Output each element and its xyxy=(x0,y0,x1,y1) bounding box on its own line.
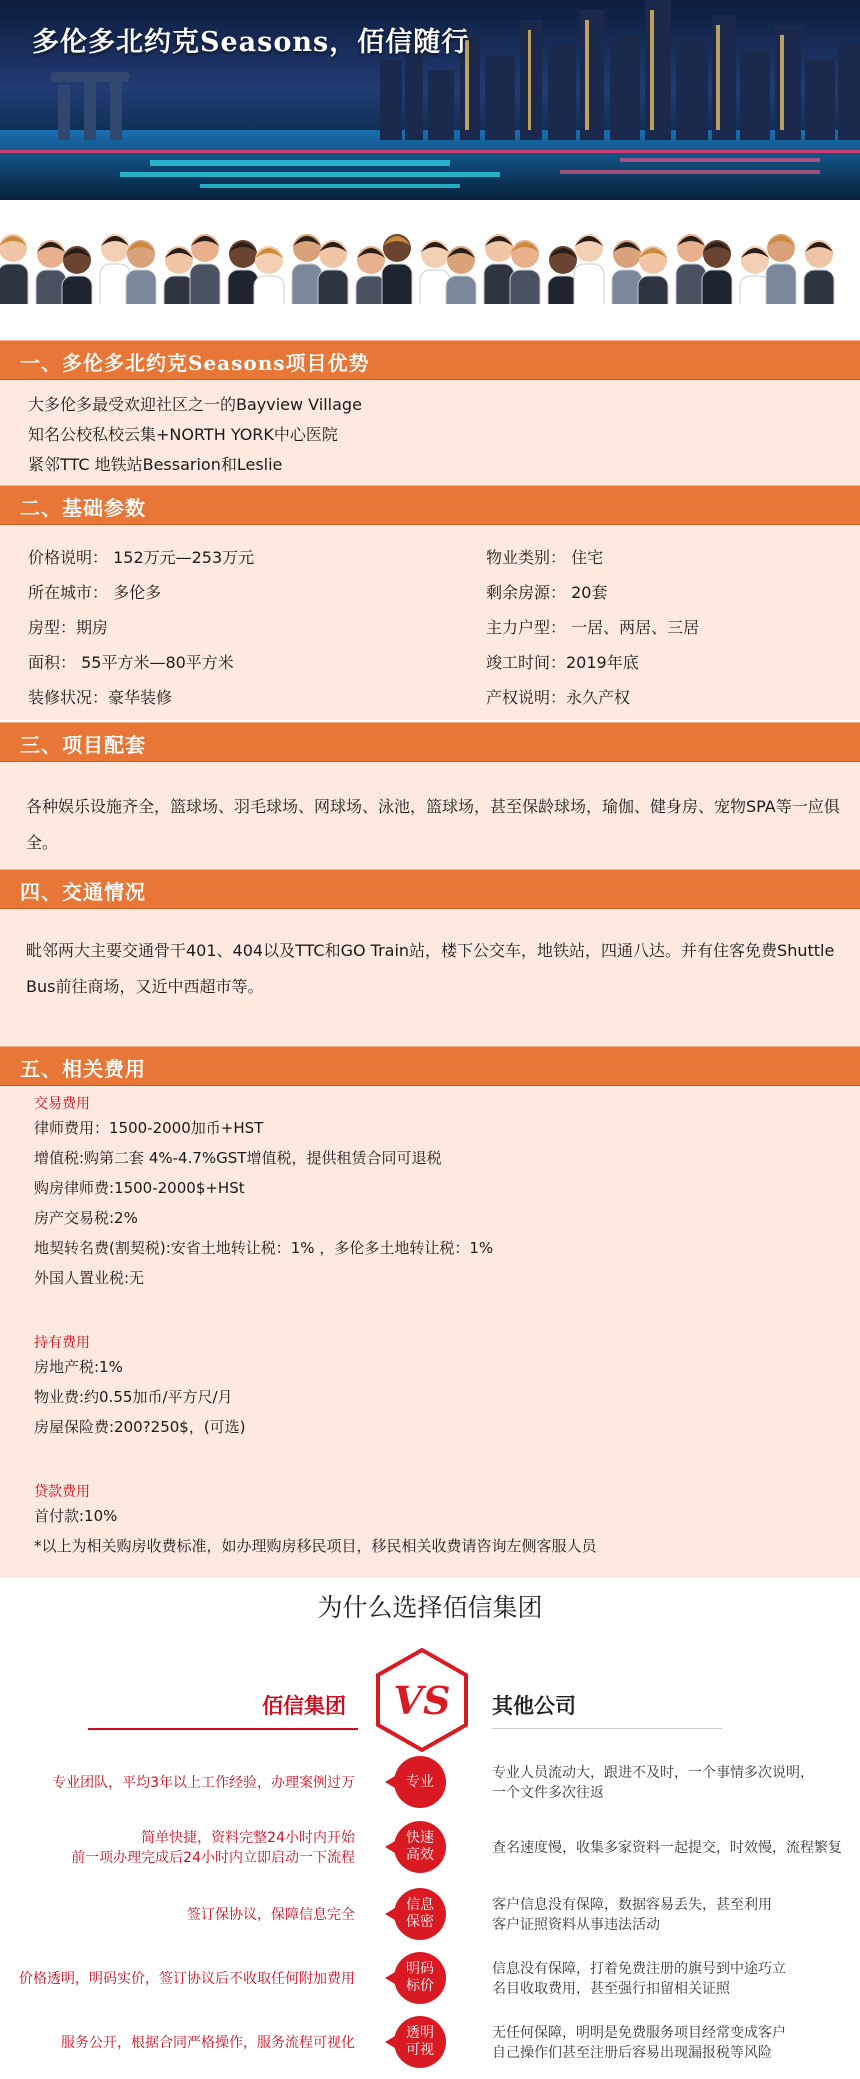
other-company-line: 一个文件多次往返 xyxy=(492,1785,604,1801)
fee-group-heading: 贷款费用 xyxy=(34,1484,90,1500)
fee-item: 首付款:10% xyxy=(34,1507,118,1525)
feature-badge xyxy=(394,1821,446,1873)
fee-item: 房地产税:1% xyxy=(34,1358,123,1376)
param-property-type: 物业类别： 住宅 xyxy=(486,548,604,567)
feature-badge xyxy=(394,2016,446,2068)
advantage-line: 知名公校私校云集+NORTH YORK中心医院 xyxy=(28,425,338,444)
comparison-title: 为什么选择佰信集团 xyxy=(317,1593,543,1622)
fee-item: 地契转名费(割契税):安省土地转让税：1% ，多伦多土地转让税：1% xyxy=(34,1239,494,1257)
param-area: 面积： 55平方米—80平方米 xyxy=(28,653,234,672)
transport-text: 毗邻两大主要交通骨干401、404以及TTC和GO Train站，楼下公交车，地铁站，四通八达。并有住客免费Shuttle Bus前往商场，又近中西超市等。 xyxy=(26,941,835,996)
section-facilities-header xyxy=(0,722,860,762)
section-title: 五、相关费用 xyxy=(20,1057,146,1081)
param-main-units: 主力户型： 一居、两居、三居 xyxy=(486,618,700,637)
feature-badge xyxy=(394,1952,446,2004)
section-fees-header xyxy=(0,1046,860,1086)
other-company-line: 查名速度慢，收集多家资料一起提交，时效慢，流程繁复 xyxy=(492,1840,842,1856)
fee-item: 购房律师费:1500-2000$+HSt xyxy=(34,1179,245,1197)
section-transport-header xyxy=(0,869,860,909)
our-advantage-line: 前一项办理完成后24小时内立即启动一下流程 xyxy=(71,1850,355,1866)
param-decoration: 装修状况：豪华装修 xyxy=(28,688,173,707)
hero-banner xyxy=(0,0,860,200)
fee-item: 房产交易税:2% xyxy=(34,1209,138,1227)
feature-badge-label: 明码 标价 xyxy=(406,1961,434,1994)
advantage-line: 大多伦多最受欢迎社区之一的Bayview Village xyxy=(28,395,362,414)
fee-item: 房屋保险费:200?250$，(可选) xyxy=(34,1418,246,1436)
section-title: 四、交通情况 xyxy=(20,880,146,904)
section-advantages-header xyxy=(0,340,860,380)
param-city: 所在城市： 多伦多 xyxy=(28,583,162,602)
banner-title: 多伦多北约克Seasons，佰信随行 xyxy=(32,27,470,58)
section-params-body xyxy=(0,525,860,720)
our-advantage-line: 签订保协议，保障信息完全 xyxy=(187,1907,355,1923)
section-facilities-body xyxy=(0,762,860,869)
param-type: 房型：期房 xyxy=(28,618,109,637)
feature-badge-label: 快速 高效 xyxy=(406,1830,434,1863)
comparison-row xyxy=(0,1888,860,1948)
vs-badge-icon xyxy=(374,1648,470,1752)
fee-group-heading: 交易费用 xyxy=(34,1096,90,1112)
fee-item: 增值税:购第二套 4%-4.7%GST增值税，提供租赁合同可退税 xyxy=(34,1149,442,1167)
feature-badge-label: 专业 xyxy=(406,1773,434,1790)
fee-item: 外国人置业税:无 xyxy=(34,1269,145,1287)
other-company-line: 无任何保障，明明是免费服务项目经常变成客户 xyxy=(492,2025,786,2041)
feature-badge xyxy=(394,1888,446,1940)
section-title: 二、基础参数 xyxy=(20,496,146,520)
section-params-header xyxy=(0,485,860,525)
advantage-line: 紧邻TTC 地铁站Bessarion和Leslie xyxy=(28,455,283,474)
other-company-text xyxy=(492,1959,786,1999)
our-advantage-line: 简单快捷，资料完整24小时内开始 xyxy=(141,1830,355,1846)
our-advantage-line: 价格透明，明码实价，签订协议后不收取任何附加费用 xyxy=(19,1971,355,1987)
other-company-line: 信息没有保障，打着免费注册的旗号到中途巧立 xyxy=(492,1961,786,1977)
other-company-label: 其他公司 xyxy=(492,1694,576,1718)
our-company-label: 佰信集团 xyxy=(262,1694,346,1718)
param-ownership: 产权说明：永久产权 xyxy=(486,688,631,707)
our-advantage-text xyxy=(52,1773,355,1793)
feature-badge-label: 透明 可视 xyxy=(406,2025,434,2058)
other-company-line: 客户信息没有保障，数据容易丢失，甚至利用 xyxy=(492,1897,772,1913)
other-company-line: 名目收取费用，甚至强行扣留相关证照 xyxy=(492,1981,730,1997)
feature-badge xyxy=(394,1756,446,1808)
people-banner xyxy=(0,200,860,340)
business-team-image xyxy=(0,200,860,340)
other-company-line: 客户证照资料从事违法活动 xyxy=(492,1917,660,1933)
param-price: 价格说明： 152万元—253万元 xyxy=(28,548,255,567)
fee-item: 律师费用：1500-2000加币+HST xyxy=(34,1119,264,1137)
section-title: 三、项目配套 xyxy=(20,733,146,757)
other-company-text xyxy=(492,1763,814,1803)
divider-left xyxy=(88,1728,358,1730)
fee-note: *以上为相关购房收费标准，如办理购房移民项目，移民相关收费请咨询左侧客服人员 xyxy=(34,1537,597,1555)
comparison-section xyxy=(0,1578,860,2079)
other-company-text xyxy=(492,1895,772,1935)
other-company-line: 专业人员流动大，跟进不及时，一个事情多次说明， xyxy=(492,1765,814,1781)
comparison-row xyxy=(0,1756,860,1816)
comparison-row xyxy=(0,1821,860,1881)
fee-group-heading: 持有费用 xyxy=(34,1335,90,1351)
section-fees-body xyxy=(0,1086,860,1578)
comparison-row xyxy=(0,2016,860,2076)
other-company-line: 自己操作们甚至注册后容易出现漏报税等风险 xyxy=(492,2045,772,2061)
section-title: 一、多伦多北约克Seasons项目优势 xyxy=(20,351,370,375)
vs-text: VS xyxy=(393,1678,451,1723)
our-advantage-text xyxy=(61,2033,355,2053)
section-advantages-body xyxy=(0,380,860,485)
our-advantage-text xyxy=(71,1828,355,1868)
param-remaining: 剩余房源： 20套 xyxy=(486,583,608,602)
other-company-text xyxy=(492,2023,786,2063)
our-advantage-text xyxy=(187,1905,355,1925)
facilities-text: 各种娱乐设施齐全，篮球场、羽毛球场、网球场、泳池，篮球场，甚至保龄球场，瑜伽、健身房、宠物SPA等一应俱全。 xyxy=(26,797,840,852)
section-transport-body xyxy=(0,909,860,1046)
our-advantage-text xyxy=(19,1969,355,1989)
feature-badge-label: 信息 保密 xyxy=(406,1897,434,1930)
comparison-row xyxy=(0,1952,860,2012)
param-completion: 竣工时间：2019年底 xyxy=(486,653,639,672)
other-company-text xyxy=(492,1838,842,1858)
our-advantage-line: 服务公开，根据合同严格操作，服务流程可视化 xyxy=(61,2035,355,2051)
divider-right xyxy=(492,1728,722,1729)
fee-item: 物业费:约0.55加币/平方尺/月 xyxy=(34,1388,233,1406)
our-advantage-line: 专业团队，平均3年以上工作经验，办理案例过万 xyxy=(52,1775,355,1791)
